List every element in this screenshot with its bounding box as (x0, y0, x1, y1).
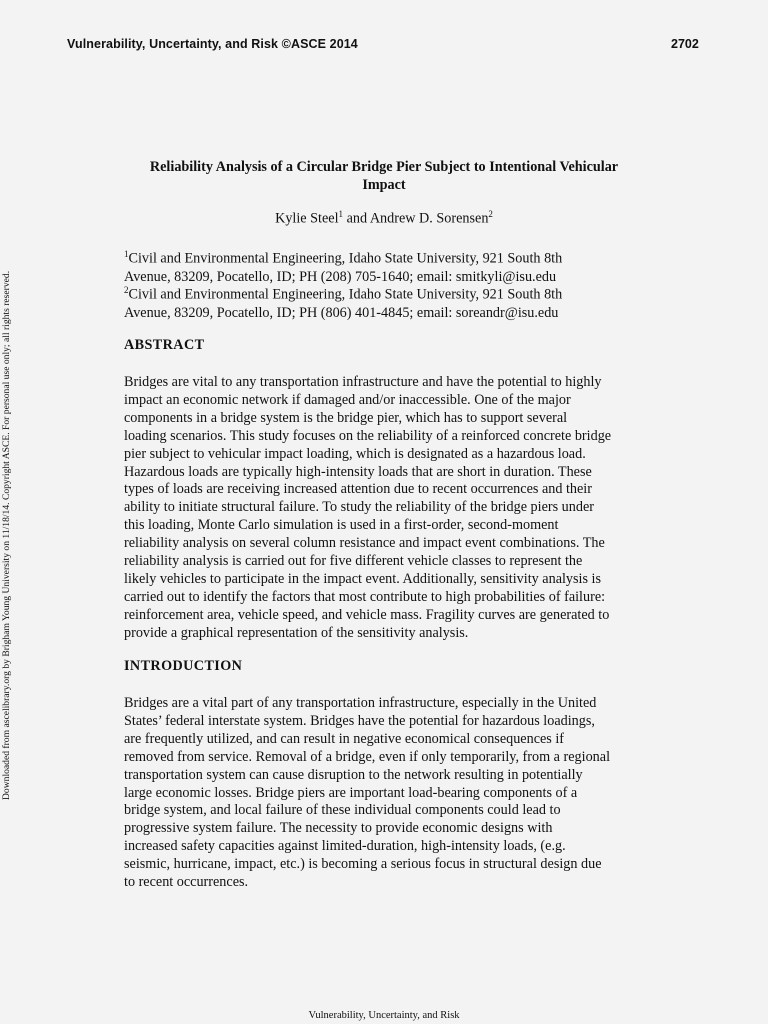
page-footer: Vulnerability, Uncertainty, and Risk (308, 1010, 460, 1021)
text-line: are frequently utilized, and can result in negative economical consequences if (124, 730, 565, 747)
text-line: Bridges are a vital part of any transportation infrastructure, especially in the United (124, 695, 597, 711)
author-name: Kylie Steel (275, 210, 339, 227)
author-superscript: 1 (338, 209, 344, 219)
text-line: removed from service. Removal of a bridge, even if only temporarily, from a regional (124, 748, 611, 765)
affiliation-line: $^2$Civil and Environmental Engineering, Idaho State University, 921 South 8th (124, 285, 563, 303)
text-line: likely vehicles to participate in the impact event. Additionally, sensitivity analysis is (124, 570, 602, 587)
author-line (110, 209, 658, 228)
paper-title-line: Impact (362, 177, 406, 193)
affiliation-superscript: 1 (124, 249, 129, 259)
text-line: impact an economic network if damaged and/or inaccessible. One of the major (124, 391, 571, 408)
text-line: progressive system failure. The necessity to provide economic designs with (124, 820, 553, 837)
download-notice: Downloaded from ascelibrary.org by Brigham Young University on 11/18/14. Copyright ASCE. For personal use only; all rights reserved. (1, 270, 12, 800)
author-superscript: 2 (488, 209, 493, 219)
affiliation-line: Avenue, 83209, Pocatello, ID; PH (208) 705-1640; email: smitkyli@isu.edu (124, 268, 557, 285)
text-line: large economic losses. Bridge piers are important load-bearing components of a (124, 784, 578, 801)
abstract-paragraph (124, 374, 654, 643)
affiliation-line: $^1$Civil and Environmental Engineering, Idaho State University, 921 South 8th (124, 249, 563, 267)
text-line: Hazardous loads are typically high-intensity loads that are short in duration. These (124, 463, 592, 480)
text-line: reliability analysis on several column resistance and impact event combinations. The (124, 535, 605, 552)
paper-title-line: Reliability Analysis of a Circular Bridge Pier Subject to Intentional Vehicular (149, 159, 619, 175)
text-line: reinforcement area, vehicle speed, and vehicle mass. Fragility curves are generated to (124, 606, 610, 623)
running-header-journal: Vulnerability, Uncertainty, and Risk ©ASCE 2014 (67, 37, 358, 51)
text-line: pier subject to vehicular impact loading, which is designated as a hazardous load. (124, 445, 586, 462)
text-line: components in a bridge system is the bridge pier, which has to support several (124, 409, 568, 426)
affiliation-superscript: 2 (124, 285, 129, 295)
text-line: this loading, Monte Carlo simulation is used in a first-order, second-moment (124, 517, 559, 534)
section-heading-introduction: INTRODUCTION (124, 658, 243, 674)
affiliation-line: Avenue, 83209, Pocatello, ID; PH (806) 401-4845; email: soreandr@isu.edu (124, 304, 559, 321)
text-line: seismic, hurricane, impact, etc.) is becoming a serious focus in structural design due (124, 856, 602, 873)
page-number: 2702 (671, 37, 699, 51)
introduction-paragraph (124, 695, 654, 892)
text-line: bridge system, and local failure of these individual components could lead to (124, 802, 561, 819)
paper-title (110, 158, 658, 194)
author-name: Andrew D. Sorensen (369, 210, 489, 227)
text-line: reliability analysis is carried out for five different vehicle classes to represent the (124, 553, 583, 570)
text-line: States’ federal interstate system. Bridges have the potential for hazardous loadings, (124, 712, 595, 729)
text-line: loading scenarios. This study focuses on the reliability of a reinforced concrete bridge (124, 427, 612, 444)
affiliation (124, 281, 654, 322)
author-conjunction: and (343, 210, 370, 227)
text-line: types of loads are receiving increased attention due to recent occurrences and their (124, 481, 592, 498)
section-heading-abstract: ABSTRACT (124, 337, 205, 353)
text-line: Bridges are vital to any transportation infrastructure and have the potential to highly (124, 374, 602, 390)
affiliation (124, 245, 654, 286)
text-line: increased safety capacities against limited-duration, high-intensity loads, (e.g. (124, 838, 566, 855)
text-line: provide a graphical representation of the sensitivity analysis. (124, 624, 469, 641)
text-line: ability to initiate structural failure. To study the reliability of the bridge piers under (124, 499, 594, 516)
text-line: carried out to identify the factors that most contribute to high probabilities of failure: (124, 588, 606, 605)
text-line: transportation system can cause disruption to the network resulting in potentially (124, 766, 583, 783)
text-line: to recent occurrences. (124, 874, 249, 891)
